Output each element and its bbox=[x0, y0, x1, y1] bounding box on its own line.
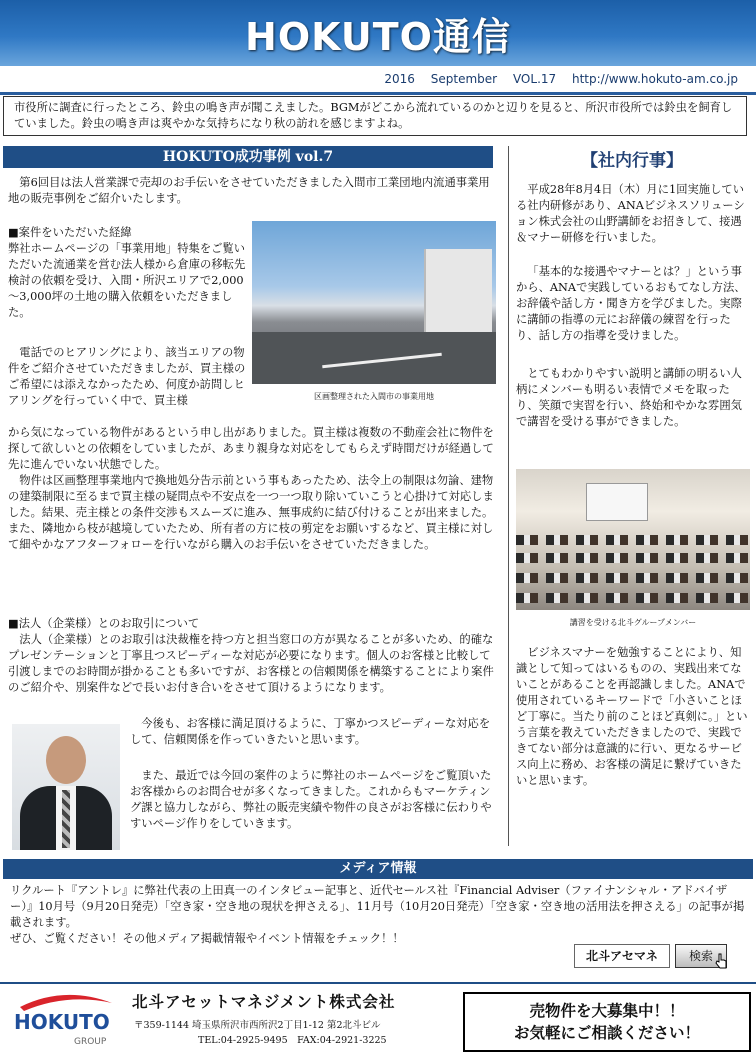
training-photo bbox=[516, 469, 750, 610]
media-callout: ぜひ、ご覧ください！その他メディア掲載情報やイベント情報をチェック！！ bbox=[10, 932, 404, 945]
case-paragraph-6: また、最近では今回の案件のように弊社のホームページをご覧頂いたお客様からのお問合せが多くなってきました。これからもマーケティング課と協力しながら、弊社の販売実績や物件の良さがお客様に伝わりやすいページ作りをしていきます。 bbox=[130, 769, 492, 830]
event-paragraph-2: 「基本的な接遇やマナーとは？」という事から、ANAで実践しているおもてなし方法、お辞儀や話し方・聞き方を学びました。実際に講師の指導の元にお辞儀の練習を行ったり、話し方の指導を受けました。 bbox=[516, 265, 746, 342]
case-paragraph-5: 今後も、お客様に満足頂けるように、丁寧かつスピーディーな対応をして、信頼関係を作っていきたいと思います。 bbox=[130, 717, 491, 746]
case-paragraph-4: 法人（企業様）とのお取引は決裁権を持つ方と担当窓口の方が異なることが多いため、的確なプレゼンテーションと丁寧且つスピーディーな対応が必要になります。個人のお客様と比較して引渡しまでのお時間が掛かることも多いですが、お客様との信頼関係を構築することにより案件のご紹介や、別案件などで長いお付き合いをさせて頂けるようになります。 bbox=[8, 633, 494, 694]
case-paragraph-2a: 電話でのヒアリングにより、該当エリアの物件をご紹介させていただきましたが、買主様のご希望には添えなかったため、何度か訪問しヒアリングを行っていく中で、買主様 bbox=[8, 346, 246, 407]
company-name: 北斗アセットマネジメント株式会社 bbox=[132, 993, 396, 1011]
case-paragraph-1: 弊社ホームページの「事業用地」特集をご覧いただいた流通業を営む法人様から倉庫の移転先検討の依頼を受け、入間・所沢エリアで2,000～3,000坪の土地の購入依頼をいただきました。 bbox=[8, 242, 246, 319]
recruit-line-2: お気軽にご相談ください！ bbox=[513, 1023, 700, 1042]
issue-year: 2016 bbox=[384, 72, 415, 86]
event-paragraph-4: ビジネスマナーを勉強することにより、知識として知ってはいるものの、実践出来てないことがあることを再認識しました。ANAで使用されているキーワードで「小さいことほど丁寧に。当たり前のことほど真剣に。」という言葉を教えていただきましたので、実践できてない部分は意識的に行い、更なるサービス向上に務め、お客様の満足に繋げていきたいと思います。 bbox=[516, 646, 748, 787]
issue-line bbox=[0, 72, 756, 86]
issue-volume: VOL.17 bbox=[512, 72, 557, 86]
event-paragraph-1: 平成28年8月4日（木）月に1回実施している社内研修があり、ANAビジネスソリューション株式会社の山野講師をお招きして、接遇＆マナー研修を行いました。 bbox=[516, 183, 745, 244]
recruit-line-1: 売物件を大募集中！！ bbox=[529, 1001, 685, 1020]
company-phone: TEL:04-2925-9495 FAX:04-2921-3225 bbox=[198, 1035, 387, 1046]
header-rule bbox=[0, 92, 756, 95]
site-photo-caption: 区画整理された入間市の事業用地 bbox=[314, 392, 434, 401]
case-heading-1: ■案件をいただいた経緯 bbox=[8, 226, 132, 239]
president-photo bbox=[12, 724, 120, 850]
hokuto-group-logo bbox=[12, 989, 117, 1051]
recruit-box bbox=[463, 992, 751, 1052]
hand-cursor-icon bbox=[715, 953, 727, 969]
case-lead: 第6回目は法人営業課で売却のお手伝いをさせていただきました入間市工業団地内流通事業用地の販売事例をご紹介いたします。 bbox=[8, 176, 490, 205]
column-divider bbox=[508, 146, 509, 846]
newsletter-title: HOKUTO通信 bbox=[245, 15, 511, 59]
intro-box: 市役所に調査に行ったところ、鈴虫の鳴き声が聞こえました。BGMがどこから流れているのかと辺りを見ると、所沢市役所では鈴虫を飼育していました。鈴虫の鳴き声は爽やかな気持ちになり秋の訪れを感じますよね。 bbox=[3, 96, 747, 136]
event-paragraph-3: とてもわかりやすい説明と講師の明るい人柄にメンバーも明るい表情でメモを取ったり、笑顔で実習を行い、終始和やかな雰囲気で講習を受ける事ができました。 bbox=[516, 367, 742, 428]
search-button[interactable]: 検索 bbox=[675, 944, 727, 968]
case-paragraph-3: 物件は区画整理事業地内で換地処分告示前という事もあったため、法令上の制限は勿論、建物の建築制限に至るまで買主様の疑問点や不安点を一つ一つ取り除いていこうと心掛けて対応しました。結果、売主様との条件交渉もスムーズに進み、無事成約に結び付けることが出来ました。また、隣地から枝が越境していたため、所有者の方に枝の剪定をお願いするなど、買主様に対して細やかなアフターフォローを行いながら購入のお手伝いをさせていただきました。 bbox=[8, 474, 494, 551]
footer-rule bbox=[0, 982, 756, 984]
case-section-title: HOKUTO成功事例 vol.7 bbox=[3, 146, 493, 168]
training-photo-caption: 講習を受ける北斗グループメンバー bbox=[569, 618, 697, 627]
case-paragraph-2b: から気になっている物件があるという申し出がありました。買主様は複数の不動産会社に物件を探して欲しいとの依頼をしていましたが、あまり親身な対応をしてもらえず時間だけが経過して先に進んでいない状態でした。 bbox=[8, 426, 494, 471]
media-section-title: メディア情報 bbox=[3, 859, 753, 879]
svg-text:HOKUTO: HOKUTO bbox=[14, 1010, 110, 1034]
issue-month: September bbox=[430, 72, 498, 86]
case-heading-2: ■法人（企業様）とのお取引について bbox=[8, 617, 200, 630]
search-input[interactable]: 北斗アセマネ bbox=[574, 944, 670, 968]
company-address: 〒359-1144 埼玉県所沢市西所沢2丁目1-12 第2北斗ビル bbox=[134, 1020, 381, 1031]
website-url[interactable]: http://www.hokuto-am.co.jp bbox=[571, 72, 738, 86]
svg-text:GROUP: GROUP bbox=[74, 1037, 107, 1047]
site-photo bbox=[252, 221, 496, 384]
media-text bbox=[10, 883, 746, 947]
event-section-title: 【社内行事】 bbox=[581, 151, 683, 171]
media-paragraph: リクルート『アントレ』に弊社代表の上田真一のインタビュー記事と、近代セールス社『Financial Adviser（ファイナンシャル・アドバイザー）』10月号（9月20日発売）「空き家・空き地の現状を押さえる」、11月号（10月20日発売）「空き家・空き地の活用法を押さえる」の記事が掲載されます。 bbox=[10, 884, 745, 929]
